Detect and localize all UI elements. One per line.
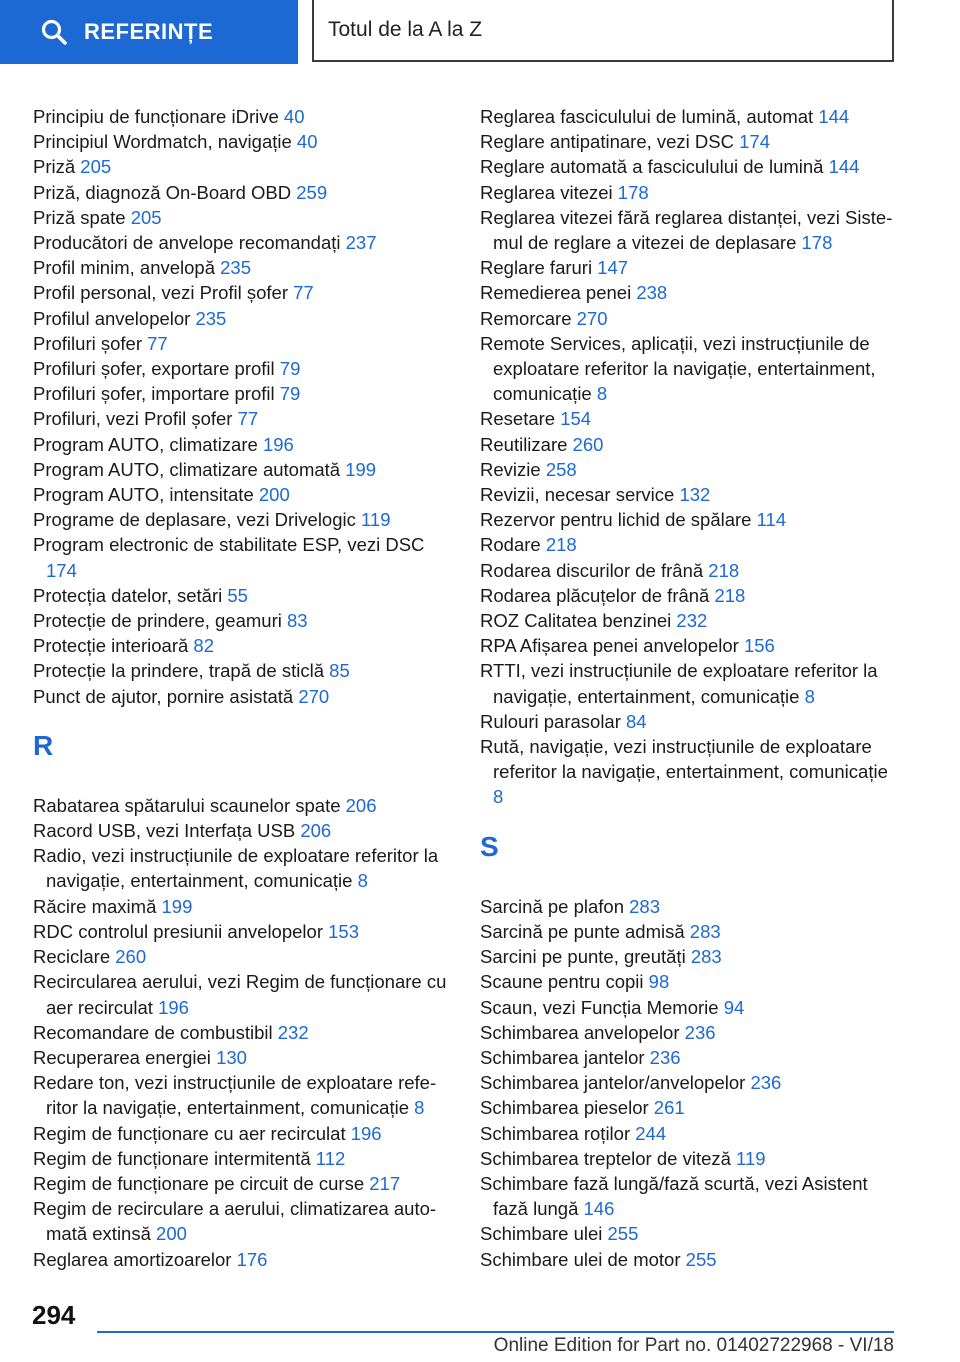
- page-reference-link[interactable]: 55: [227, 584, 248, 606]
- index-entry-text: Remote Services, aplicații, vezi instrucțiunile de exploatare referitor la navigație, entertainment, comunicație: [480, 332, 876, 405]
- page-reference-link[interactable]: 144: [818, 106, 850, 127]
- page-reference-link[interactable]: 77: [293, 282, 314, 304]
- page-reference-link[interactable]: 200: [156, 1223, 187, 1245]
- index-entry: [480, 280, 900, 305]
- index-entry: [480, 944, 900, 969]
- index-entry: [33, 684, 448, 709]
- page-reference-link[interactable]: 236: [750, 1072, 782, 1094]
- tab-a-to-z[interactable]: [312, 0, 894, 62]
- index-entry: [33, 507, 448, 532]
- page-reference-link[interactable]: 206: [345, 794, 377, 816]
- index-entry: [33, 306, 448, 331]
- index-entry-text: Remorcare: [480, 307, 577, 329]
- index-entry: [480, 995, 900, 1020]
- index-entry: [33, 230, 448, 255]
- index-entry-text: Regim de funcționare intermitentă: [33, 1147, 316, 1169]
- index-entry: [480, 1146, 900, 1171]
- page-reference-link[interactable]: 217: [369, 1172, 401, 1194]
- page-reference-link[interactable]: 206: [300, 820, 332, 842]
- index-entry-text: Recircularea aerului, vezi Regim de funcționare cu aer recirculat: [33, 971, 447, 1018]
- index-entry-text: Protecția datelor, setări: [33, 584, 228, 606]
- index-entry: [480, 432, 900, 457]
- page-reference-link[interactable]: 84: [626, 710, 647, 732]
- index-entry: [480, 1221, 900, 1246]
- page-reference-link[interactable]: 205: [80, 156, 112, 178]
- page-reference-link[interactable]: 94: [723, 996, 745, 1018]
- index-entry-text: Protecție de prindere, geamuri: [33, 610, 287, 632]
- index-entry-text: Revizii, necesar service: [480, 484, 680, 506]
- index-entry: [33, 818, 448, 843]
- page-reference-link[interactable]: 83: [287, 610, 308, 632]
- index-entry: [33, 205, 448, 230]
- index-entry-text: Reglare automată a fasciculului de lumină: [480, 156, 829, 178]
- index-entry-text: Schimbarea jantelor: [480, 1046, 650, 1068]
- index-entry-text: Reglarea vitezei: [480, 181, 618, 203]
- index-entry: [480, 482, 900, 507]
- index-entry-text: Priză: [33, 156, 81, 178]
- page-reference-link[interactable]: 270: [576, 307, 608, 329]
- index-entry-text: Regim de recirculare a aerului, climatizarea automată extinsă: [33, 1198, 437, 1245]
- index-entry-text: Redare ton, vezi instrucțiunile de exploatare referitor la navigație, entertainment, comunicație: [33, 1072, 437, 1119]
- index-entry-text: Principiul Wordmatch, navigație: [33, 131, 297, 153]
- page-reference-link[interactable]: 232: [676, 610, 708, 632]
- index-entry: [480, 406, 900, 431]
- index-entry: [480, 255, 900, 280]
- tab-references-label: REFERINȚE: [84, 19, 214, 44]
- page-reference-link[interactable]: 237: [345, 232, 377, 254]
- index-entry-text: Profiluri șofer, exportare profil: [33, 358, 280, 380]
- index-entry-text: Rută, navigație, vezi instrucțiunile de exploatare referitor la navigație, entertainment, comunicație: [480, 736, 888, 783]
- page-reference-link[interactable]: 8: [596, 383, 608, 405]
- index-entry: [33, 482, 448, 507]
- index-entry-text: Schimbarea jantelor/anvelopelor: [480, 1072, 751, 1094]
- page-reference-link[interactable]: 40: [283, 106, 305, 127]
- index-entry-text: RTTI, vezi instrucțiunile de exploatare referitor la navigație, entertainment, comunicație: [480, 660, 878, 707]
- index-entry: [33, 583, 448, 608]
- index-entry: [480, 104, 900, 129]
- index-entry-text: Regim de funcționare pe circuit de curse: [33, 1172, 370, 1194]
- index-entry-text: Reglarea amortizoarelor: [33, 1248, 237, 1270]
- page-reference-link[interactable]: 235: [220, 257, 252, 279]
- index-entry: [33, 843, 448, 893]
- index-entry-text: Scaun, vezi Funcția Memorie: [480, 996, 724, 1018]
- index-entry-text: Revizie: [480, 458, 546, 480]
- index-entry: [480, 734, 900, 810]
- index-entry-text: Protecție la prindere, trapă de sticlă: [33, 660, 330, 682]
- index-entry-text: Reglarea vitezei fără reglarea distanței, vezi Sistemul de reglare a vitezei de deplasare: [480, 206, 893, 254]
- index-entry: [480, 1171, 900, 1221]
- page-reference-link[interactable]: 77: [147, 332, 168, 354]
- page-reference-link[interactable]: 218: [545, 534, 577, 556]
- index-entry: [480, 154, 900, 179]
- index-entry: [480, 608, 900, 633]
- page-reference-link[interactable]: 114: [756, 509, 787, 531]
- page-reference-link[interactable]: 283: [689, 920, 721, 942]
- page-reference-link[interactable]: 258: [545, 458, 577, 480]
- index-column-left: [33, 104, 448, 1272]
- page-reference-link[interactable]: 156: [743, 635, 775, 657]
- index-entry: [480, 1095, 900, 1120]
- index-entry-text: Rodarea discurilor de frână: [480, 559, 709, 581]
- page-reference-link[interactable]: 176: [236, 1248, 268, 1270]
- index-entry: [33, 894, 448, 919]
- index-entry: [480, 969, 900, 994]
- page-reference-link[interactable]: 200: [258, 484, 290, 506]
- page-reference-link[interactable]: 130: [216, 1046, 247, 1068]
- index-entry-text: Sarcină pe plafon: [480, 895, 630, 917]
- index-entry-text: Schimbare ulei de motor: [480, 1248, 686, 1270]
- index-entry-text: Reutilizare: [480, 433, 573, 455]
- page-reference-link[interactable]: 174: [46, 559, 77, 581]
- index-entry: [33, 180, 448, 205]
- index-entry-text: Profil personal, vezi Profil șofer: [33, 282, 294, 304]
- index-entry: [480, 558, 900, 583]
- page-reference-link[interactable]: 132: [679, 484, 711, 506]
- page-reference-link[interactable]: 85: [329, 660, 350, 682]
- index-entry-text: Program AUTO, climatizare: [33, 433, 263, 455]
- page-reference-link[interactable]: 238: [636, 282, 668, 304]
- index-entry: [480, 180, 900, 205]
- search-icon: [40, 18, 68, 46]
- index-entry: [33, 331, 448, 356]
- index-entry: [480, 205, 900, 255]
- page-reference-link[interactable]: 77: [237, 408, 259, 430]
- index-entry: [480, 919, 900, 944]
- index-entry: [33, 1070, 448, 1120]
- index-entry-text: Reglarea fasciculului de lumină, automat: [480, 106, 819, 127]
- index-entry-text: Programe de deplasare, vezi Drivelogic: [33, 509, 362, 531]
- page-reference-link[interactable]: 8: [493, 786, 504, 808]
- index-entry-text: Rezervor pentru lichid de spălare: [480, 509, 757, 531]
- index-entry-text: Reciclare: [33, 946, 116, 968]
- index-entry-text: Priză, diagnoză On-Board OBD: [33, 181, 297, 203]
- index-entry: [33, 1020, 448, 1045]
- page-reference-link[interactable]: 174: [739, 131, 771, 153]
- footer-divider: [97, 1331, 894, 1333]
- page-reference-link[interactable]: 196: [262, 433, 294, 455]
- index-entry-text: RPA Afișarea penei anvelopelor: [480, 635, 744, 657]
- page-reference-link[interactable]: 283: [629, 895, 661, 917]
- index-entry-text: Program electronic de stabilitate ESP, vezi DSC: [33, 534, 425, 556]
- index-entry: [480, 457, 900, 482]
- page-reference-link[interactable]: 218: [714, 584, 746, 606]
- index-entry-text: Rodarea plăcuțelor de frână: [480, 584, 715, 606]
- page-reference-link[interactable]: 98: [648, 971, 670, 993]
- index-entry: [33, 406, 448, 431]
- page-reference-link[interactable]: 178: [801, 232, 833, 254]
- index-entry-text: Schimbarea roților: [480, 1122, 636, 1144]
- index-entry: [33, 104, 448, 129]
- index-entry-text: Schimbarea pieselor: [480, 1097, 654, 1119]
- index-entry: [480, 1045, 900, 1070]
- index-entry-text: Program AUTO, intensitate: [33, 484, 259, 506]
- page-reference-link[interactable]: 199: [345, 458, 377, 480]
- page-reference-link[interactable]: 196: [158, 996, 189, 1018]
- page-reference-link[interactable]: 146: [583, 1198, 615, 1220]
- page-reference-link[interactable]: 260: [115, 946, 147, 968]
- index-entry-text: Racord USB, vezi Interfața USB: [33, 820, 301, 842]
- index-entry: [480, 129, 900, 154]
- page-reference-link[interactable]: 270: [298, 685, 330, 707]
- index-entry: [33, 969, 448, 1019]
- index-entry: [480, 709, 900, 734]
- tab-references[interactable]: [0, 0, 298, 64]
- index-entry-text: Profilul anvelopelor: [33, 307, 196, 329]
- page-reference-link[interactable]: 8: [357, 870, 368, 892]
- index-entry-text: Reglare antipatinare, vezi DSC: [480, 131, 740, 153]
- tab-a-to-z-label: Totul de la A la Z: [328, 18, 483, 41]
- index-entry-text: Regim de funcționare cu aer recirculat: [33, 1122, 351, 1144]
- index-entry-text: Sarcini pe punte, greutăți: [480, 946, 691, 968]
- index-entry-text: RDC controlul presiunii anvelopelor: [33, 920, 329, 942]
- index-entry-text: Scaune pentru copii: [480, 971, 649, 993]
- page-reference-link[interactable]: 82: [193, 635, 214, 657]
- index-entry: [33, 381, 448, 406]
- index-entry-text: Schimbarea treptelor de viteză: [480, 1147, 737, 1169]
- index-column-right: [480, 104, 900, 1272]
- index-entry: [480, 658, 900, 708]
- index-entry: [480, 894, 900, 919]
- index-entry: [480, 583, 900, 608]
- page-reference-link[interactable]: 196: [350, 1122, 382, 1144]
- page-reference-link[interactable]: 147: [597, 257, 629, 279]
- index-entry: [480, 1247, 900, 1272]
- index-entry: [33, 944, 448, 969]
- page-reference-link[interactable]: 154: [560, 408, 592, 430]
- index-entry-text: Radio, vezi instrucțiunile de exploatare referitor la navigație, entertainment, comunicație: [33, 845, 439, 892]
- index-entry: [480, 1121, 900, 1146]
- index-entry: [33, 1121, 448, 1146]
- footer-edition-text: Online Edition for Part no. 01402722968 - VI/18: [493, 1335, 894, 1356]
- page-reference-link[interactable]: 199: [161, 895, 193, 917]
- page-reference-link[interactable]: 205: [130, 206, 162, 228]
- page-number: 294: [32, 1300, 76, 1330]
- index-entry-text: Schimbare fază lungă/fază scurtă, vezi Asistent fază lungă: [480, 1172, 868, 1220]
- page-reference-link[interactable]: 236: [684, 1021, 716, 1043]
- index-entry: [33, 1146, 448, 1171]
- index-entry-text: Profiluri, vezi Profil șofer: [33, 408, 238, 430]
- index-entry-text: Punct de ajutor, pornire asistată: [33, 685, 299, 707]
- page-reference-link[interactable]: 153: [328, 920, 359, 942]
- index-entry-text: ROZ Calitatea benzinei: [480, 610, 677, 632]
- index-entry: [480, 331, 900, 407]
- index-entry: [33, 280, 448, 305]
- page-reference-link[interactable]: 119: [736, 1147, 766, 1169]
- index-entry-text: Răcire maximă: [33, 895, 162, 917]
- page-reference-link[interactable]: 244: [635, 1122, 667, 1144]
- index-entry-text: Rabatarea spătarului scaunelor spate: [33, 794, 346, 816]
- index-entry-text: Principiu de funcționare iDrive: [33, 106, 284, 127]
- index-entry: [33, 608, 448, 633]
- index-entry: [33, 1171, 448, 1196]
- index-entry: [33, 1045, 448, 1070]
- page-reference-link[interactable]: 119: [361, 509, 391, 531]
- page-reference-link[interactable]: 79: [279, 383, 301, 405]
- page-reference-link[interactable]: 255: [685, 1248, 717, 1270]
- index-entry: [33, 1247, 448, 1272]
- page-reference-link[interactable]: 283: [690, 946, 722, 968]
- index-entry: [480, 633, 900, 658]
- index-entry: [33, 919, 448, 944]
- index-entry-text: Schimbarea anvelopelor: [480, 1021, 685, 1043]
- section-letter: S: [480, 830, 499, 862]
- page-reference-link[interactable]: 260: [572, 433, 604, 455]
- index-entry: [480, 507, 900, 532]
- index-entry: [33, 1196, 448, 1246]
- page-reference-link[interactable]: 112: [315, 1147, 346, 1169]
- page-reference-link[interactable]: 40: [296, 131, 318, 153]
- page-reference-link[interactable]: 255: [607, 1223, 639, 1245]
- index-entry-text: Program AUTO, climatizare automată: [33, 458, 346, 480]
- index-entry: [33, 793, 448, 818]
- index-entry: [33, 356, 448, 381]
- index-entry-text: Rulouri parasolar: [480, 710, 627, 732]
- index-entry: [33, 129, 448, 154]
- index-entry-text: Schimbare ulei: [480, 1223, 608, 1245]
- index-entry: [33, 154, 448, 179]
- section-letter: R: [33, 729, 54, 761]
- index-entry: [33, 658, 448, 683]
- index-entry-text: Recuperarea energiei: [33, 1046, 217, 1068]
- index-entry-text: Remedierea penei: [480, 282, 637, 304]
- index-entry-text: Priză spate: [33, 206, 131, 228]
- index-entry: [33, 633, 448, 658]
- index-entry: [33, 432, 448, 457]
- index-entry-text: Protecție interioară: [33, 635, 194, 657]
- index-entry-text: Profiluri șofer, importare profil: [33, 383, 280, 405]
- index-entry: [480, 306, 900, 331]
- page-reference-link[interactable]: 218: [708, 559, 740, 581]
- index-entry: [480, 532, 900, 557]
- index-entry: [33, 532, 448, 582]
- page-reference-link[interactable]: 144: [828, 156, 860, 178]
- index-entry: [480, 1070, 900, 1095]
- index-entry-text: Producători de anvelope recomandați: [33, 232, 346, 254]
- index-entry-text: Resetare: [480, 408, 561, 430]
- index-entry-text: Sarcină pe punte admisă: [480, 920, 690, 942]
- index-entry-text: Rodare: [480, 534, 546, 556]
- page-reference-link[interactable]: 259: [296, 181, 328, 203]
- page-reference-link[interactable]: 232: [277, 1021, 309, 1043]
- page-reference-link[interactable]: 8: [414, 1097, 425, 1119]
- page-reference-link[interactable]: 79: [279, 358, 301, 380]
- index-entry-text: Profil minim, anvelopă: [33, 257, 221, 279]
- page-reference-link[interactable]: 178: [617, 181, 649, 203]
- page-reference-link[interactable]: 8: [804, 685, 815, 707]
- page-reference-link[interactable]: 236: [649, 1046, 681, 1068]
- index-entry: [33, 457, 448, 482]
- page-reference-link[interactable]: 235: [195, 307, 227, 329]
- index-entry: [33, 255, 448, 280]
- page-reference-link[interactable]: 261: [653, 1097, 685, 1119]
- index-entry-text: Recomandare de combustibil: [33, 1021, 278, 1043]
- index-entry-text: Reglare faruri: [480, 257, 598, 279]
- index-entry-text: Profiluri șofer: [33, 332, 148, 354]
- index-entry: [480, 1020, 900, 1045]
